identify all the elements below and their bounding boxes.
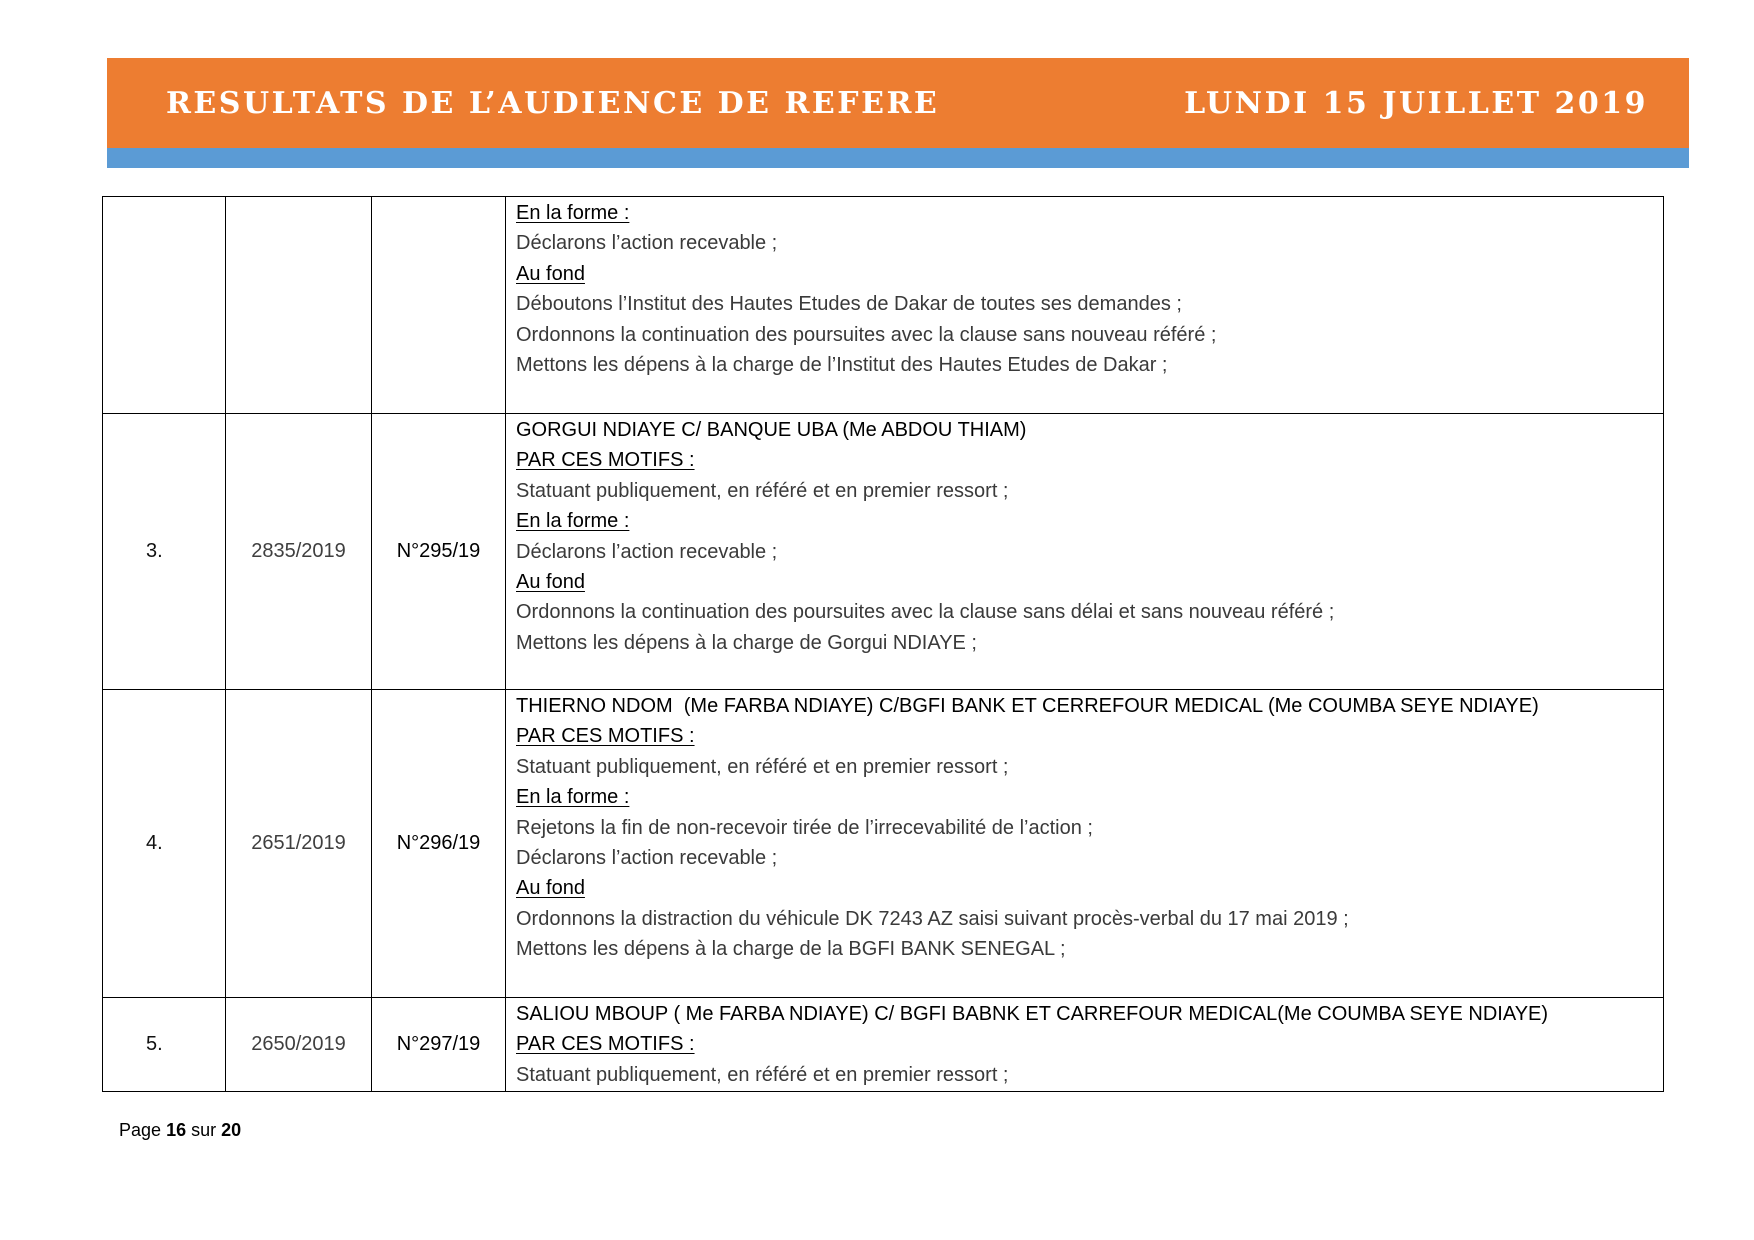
decision-line: Mettons les dépens à la charge de Gorgui NDIAYE ; — [516, 631, 977, 654]
table-row — [103, 998, 1664, 1092]
parties-line: THIERNO NDOM (Me FARBA NDIAYE) C/BGFI BANK ET CERREFOUR MEDICAL (Me COUMBA SEYE NDIAYE) — [516, 695, 1539, 717]
total-pages-number: 20 — [221, 1120, 242, 1140]
section-heading: PAR CES MOTIFS : — [516, 725, 695, 748]
decision-line: Déboutons l’Institut des Hautes Etudes de Dakar de toutes ses demandes ; — [516, 293, 1182, 316]
decision-line: Ordonnons la continuation des poursuites avec la clause sans nouveau référé ; — [516, 323, 1217, 346]
decision-line: Statuant publiquement, en référé et en premier ressort ; — [516, 755, 1009, 778]
decision-line: Déclarons l’action recevable ; — [516, 540, 778, 563]
table-row — [103, 690, 1664, 998]
table-row — [103, 414, 1664, 690]
of-label: sur — [191, 1120, 217, 1140]
decision-line: Statuant publiquement, en référé et en premier ressort ; — [516, 479, 1009, 502]
decision-line: Ordonnons la distraction du véhicule DK 7243 AZ saisi suivant procès-verbal du 17 mai 2019 ; — [516, 907, 1349, 930]
section-heading: PAR CES MOTIFS : — [516, 1033, 695, 1056]
ordonnance-number-cell: N°295/19 — [372, 414, 506, 690]
section-heading: Au fond — [516, 877, 585, 900]
decision-line: Ordonnons la continuation des poursuites avec la clause sans délai et sans nouveau référé ; — [516, 601, 1335, 624]
row-number-cell — [103, 197, 226, 414]
row-number-cell: 3. — [103, 414, 226, 690]
section-heading: En la forme : — [516, 786, 630, 809]
decision-line: Mettons les dépens à la charge de la BGFI BANK SENEGAL ; — [516, 938, 1066, 961]
hearing-date: LUNDI 15 JUILLET 2019 — [1184, 85, 1648, 121]
decision-cell — [506, 998, 1664, 1092]
section-heading: PAR CES MOTIFS : — [516, 449, 695, 472]
case-number-cell: 2650/2019 — [226, 998, 372, 1092]
ordonnance-number-cell: N°296/19 — [372, 690, 506, 998]
section-heading: Au fond — [516, 262, 585, 285]
decision-cell — [506, 414, 1664, 690]
header-band — [107, 58, 1689, 148]
results-table — [102, 196, 1664, 1092]
table-row — [103, 197, 1664, 414]
parties-line: SALIOU MBOUP ( Me FARBA NDIAYE) C/ BGFI BABNK ET CARREFOUR MEDICAL(Me COUMBA SEYE NDIAYE) — [516, 1003, 1549, 1025]
section-heading: Au fond — [516, 571, 585, 594]
decision-cell — [506, 690, 1664, 998]
row-number-cell: 5. — [103, 998, 226, 1092]
page-label: Page — [119, 1120, 162, 1140]
decision-line: Déclarons l’action recevable ; — [516, 847, 778, 870]
decision-line: Statuant publiquement, en référé et en premier ressort ; — [516, 1063, 1009, 1086]
decision-cell — [506, 197, 1664, 414]
row-number-cell: 4. — [103, 690, 226, 998]
case-number-cell — [226, 197, 372, 414]
document-title: RESULTATS DE L’AUDIENCE DE REFERE — [166, 85, 940, 121]
current-page-number: 16 — [166, 1120, 187, 1140]
decision-line: Mettons les dépens à la charge de l’Institut des Hautes Etudes de Dakar ; — [516, 354, 1168, 377]
decision-line: Rejetons la fin de non-recevoir tirée de l’irrecevabilité de l’action ; — [516, 816, 1093, 839]
ordonnance-number-cell: N°297/19 — [372, 998, 506, 1092]
header-stripe — [107, 148, 1689, 168]
section-heading: En la forme : — [516, 510, 630, 533]
parties-line: GORGUI NDIAYE C/ BANQUE UBA (Me ABDOU THIAM) — [516, 419, 1027, 441]
decision-line: Déclarons l’action recevable ; — [516, 232, 778, 255]
case-number-cell: 2835/2019 — [226, 414, 372, 690]
section-heading: En la forme : — [516, 202, 630, 224]
page-footer — [119, 1118, 241, 1142]
case-number-cell: 2651/2019 — [226, 690, 372, 998]
ordonnance-number-cell — [372, 197, 506, 414]
